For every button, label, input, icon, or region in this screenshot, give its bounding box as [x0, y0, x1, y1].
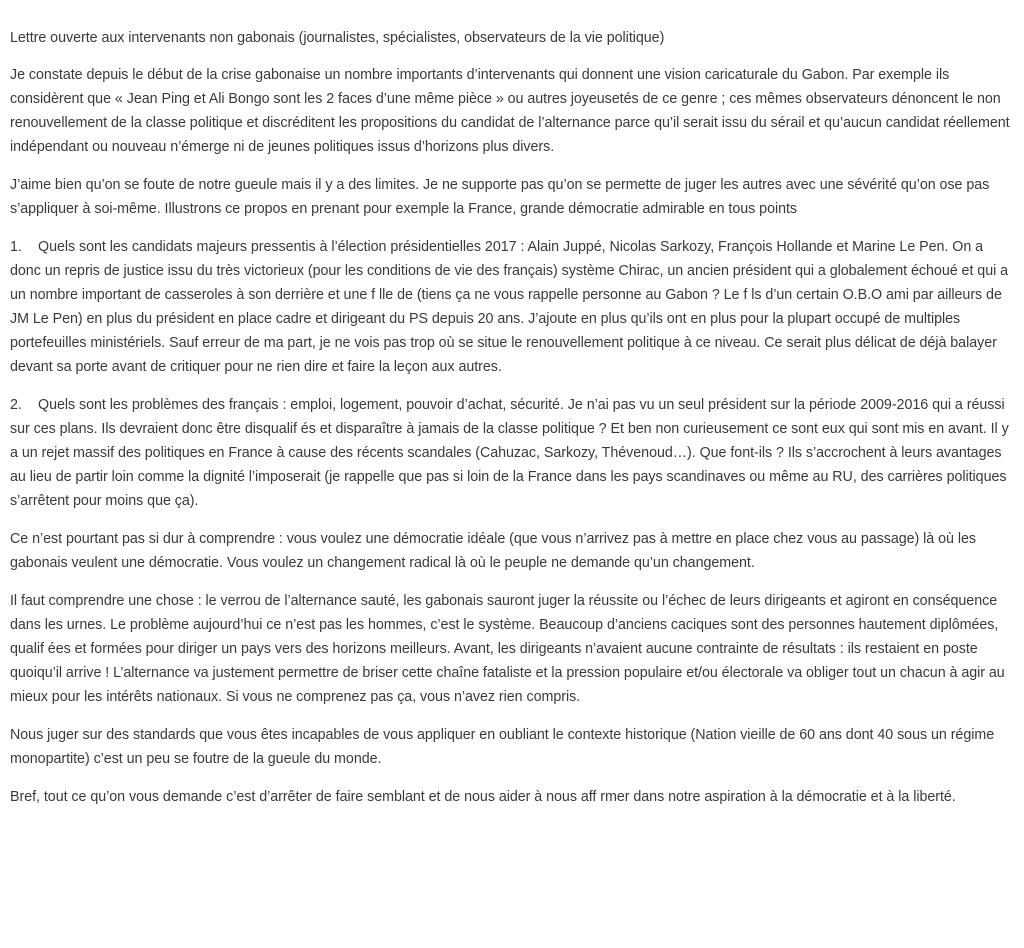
list-item-text: Quels sont les problèmes des français : emploi, logement, pouvoir d’achat, sécurité. Je n’ai pas vu un seul président sur la période 2009-2016 qui a réussi sur ces plans. Ils devraient donc être disqualif és et disparaître à jamais de la classe politique ? Et ben non curieusement ce sont eux qui sont mis en avant. Il y a un rejet massif des politiques en France à cause des récents scandales (Cahuzac, Sarkozy, Thévenoud…). Que font-ils ? Ils s’accrochent à leurs avantages au lieu de partir loin comme la dignité l’imposerait (je rappelle que pas si loin de la France dans les pays scandinaves ou même au RU, des carrières politiques s’arrêtent pour moins que ça). — [10, 397, 1009, 509]
document-title: Lettre ouverte aux intervenants non gabonais (journalistes, spécialistes, observateurs de la vie politique) — [10, 30, 665, 46]
closing-paragraph-1: Ce n’est pourtant pas si dur à comprendre : vous voulez une démocratie idéale (que vous n’arrivez pas à mettre en place chez vous au passage) là où les gabonais veulent une démocratie. Vous voulez un changement radical là où le peuple ne demande qu’un changement. — [10, 531, 976, 571]
closing-paragraph-4: Bref, tout ce qu’on vous demande c’est d’arrêter de faire semblant et de nous aider à nous aff rmer dans notre aspiration à la démocratie et à la liberté. — [10, 789, 956, 805]
list-item-number: 1. — [10, 239, 22, 255]
closing-paragraph-2: Il faut comprendre une chose : le verrou de l’alternance sauté, les gabonais sauront juger la réussite ou l’échec de leurs dirigeants et agiront en conséquence dans les urnes. Le problème aujourd’hui ce n’est pas les hommes, c’est le système. Beaucoup d’anciens caciques sont des personnes hautement diplômées, qualif ées et formées pour diriger un pays vers des horizons meilleurs. Avant, les dirigeants n’avaient aucune contrainte de résultats : ils restaient en poste quoiqu’il arrive ! L’alternance va justement permettre de briser cette chaîne fataliste et la pression populaire et/ou électorale va obliger tout un chacun à agir au mieux pour les intérêts nationaux. Si vous ne comprenez pas ça, vous n’avez rien compris. — [10, 593, 1005, 705]
list-item-2 — [10, 393, 1014, 513]
intro-paragraph-2: J’aime bien qu’on se foute de notre gueule mais il y a des limites. Je ne supporte pas qu’on se permette de juger les autres avec une sévérité qu’on ose pas s’appliquer à soi-même. Illustrons ce propos en prenant pour exemple la France, grande démocratie admirable en tous points — [10, 177, 990, 217]
list-item-1 — [10, 235, 1014, 379]
list-item-text: Quels sont les candidats majeurs pressentis à l’élection présidentielles 2017 : Alain Juppé, Nicolas Sarkozy, François Hollande et Marine Le Pen. On a donc un repris de justice issu du très victorieux (pour les conditions de vie des français) système Chirac, un ancien président qui a globalement échoué et qui a un nombre important de casseroles à son derrière et une f lle de (tiens ça ne vous rappelle personne au Gabon ? Le f ls d’un certain O.B.O ami par ailleurs de JM Le Pen) en plus du président en place cadre et dirigeant du PS depuis 20 ans. J’ajoute en plus qu’ils ont en plus pour la plupart occupé de multiples portefeuilles ministériels. Sauf erreur de ma part, je ne vois pas trop où se situe le renouvellement politique à ce niveau. Ce serait plus délicat de déjà balayer devant sa porte avant de critiquer pour ne rien dire et faire la leçon aux autres. — [10, 239, 1009, 375]
intro-paragraph-1: Je constate depuis le début de la crise gabonaise un nombre importants d’intervenants qui donnent une vision caricaturale du Gabon. Par exemple ils considèrent que « Jean Ping et Ali Bongo sont les 2 faces d’une même pièce » ou autres joyeusetés de ce genre ; ces mêmes observateurs dénoncent le non renouvellement de la classe politique et discréditent les propositions du candidat de l’alternance parce qu’il serait issu du sérail et qu’aucun candidat réellement indépendant ou nouveau n’émerge ni de jeunes politiques issus d’horizons plus divers. — [10, 67, 1010, 155]
closing-paragraph-3: Nous juger sur des standards que vous êtes incapables de vous appliquer en oubliant le contexte historique (Nation vieille de 60 ans dont 40 sous un régime monopartite) c’est un peu se foutre de la gueule du monde. — [10, 727, 995, 767]
list-item-number: 2. — [10, 397, 22, 413]
